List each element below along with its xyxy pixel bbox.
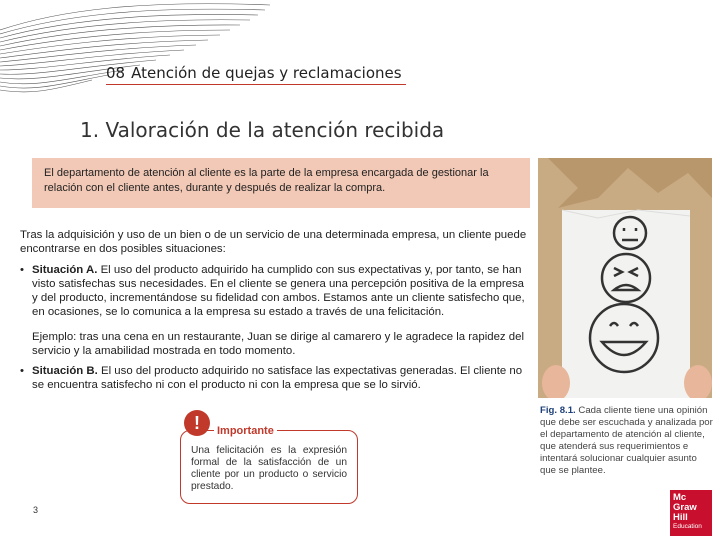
figure-caption-text: Cada cliente tiene una opinión que debe ser escuchada y analizada por el departamento de atención al cliente, que atenderá sus requerimientos e intentará solucionar cualquier asunto que se plantee.: [540, 405, 713, 476]
definition-box: [32, 158, 530, 208]
figure-label: Fig. 8.1.: [540, 405, 576, 416]
chapter-title: Atención de quejas y reclamaciones: [131, 64, 402, 82]
logo-line-4: Education: [673, 523, 702, 530]
situation-a-bullet: [20, 263, 532, 319]
mcgraw-hill-logo: [670, 490, 712, 536]
logo-line-1: Mc: [673, 492, 687, 503]
figure-caption: [540, 405, 715, 477]
chapter-header: [106, 64, 406, 85]
logo-line-2: Graw: [673, 502, 697, 513]
bullet-dot: •: [20, 365, 24, 377]
important-heading: Importante: [214, 425, 277, 437]
situation-b-bullet: [20, 364, 532, 392]
intro-paragraph: Tras la adquisición y uso de un bien o de un servicio de una determinada empresa, un cliente puede encontrarse en dos posibles situaciones:: [20, 229, 527, 255]
page-number: 3: [33, 505, 39, 515]
important-text: Una felicitación es la expresión formal de la satisfacción de un cliente por un producto o servicio prestado.: [191, 445, 347, 492]
chapter-number: 08: [106, 64, 126, 82]
important-box: [180, 430, 358, 504]
situation-b-label: Situación B.: [32, 365, 98, 377]
definition-text: El departamento de atención al cliente es la parte de la empresa encargada de gestionar la relación con el cliente antes, durante y después de realizar la compra.: [44, 167, 489, 194]
situation-b-text: El uso del producto adquirido no satisface las expectativas generadas. El cliente no se encuentra satisfecho ni con el producto ni con la empresa que se lo sirvió.: [32, 365, 523, 391]
logo-line-3: Hill: [673, 512, 688, 523]
section-title: 1. Valoración de la atención recibida: [80, 118, 445, 142]
figure-photo: [538, 158, 712, 398]
bullet-dot: •: [20, 264, 24, 276]
paper-faces-illustration: [538, 158, 712, 398]
situation-a-label: Situación A.: [32, 264, 98, 276]
example-paragraph: Ejemplo: tras una cena en un restaurante, Juan se dirige al camarero y le agradece la rapidez del servicio y la amabilidad mostrada en todo momento.: [32, 331, 524, 357]
exclamation-icon: !: [184, 410, 210, 436]
situation-a-text: El uso del producto adquirido ha cumplido con sus expectativas y, por tanto, se han visto satisfechas sus necesidades. En el cliente se genera una percepción positiva de la empresa y del producto, incrementándose su fidelidad con ambos. Estamos ante un cliente satisfecho que, en ocasiones, se lo comunica a la empresa su estado a través de una felicitación.: [32, 264, 525, 318]
